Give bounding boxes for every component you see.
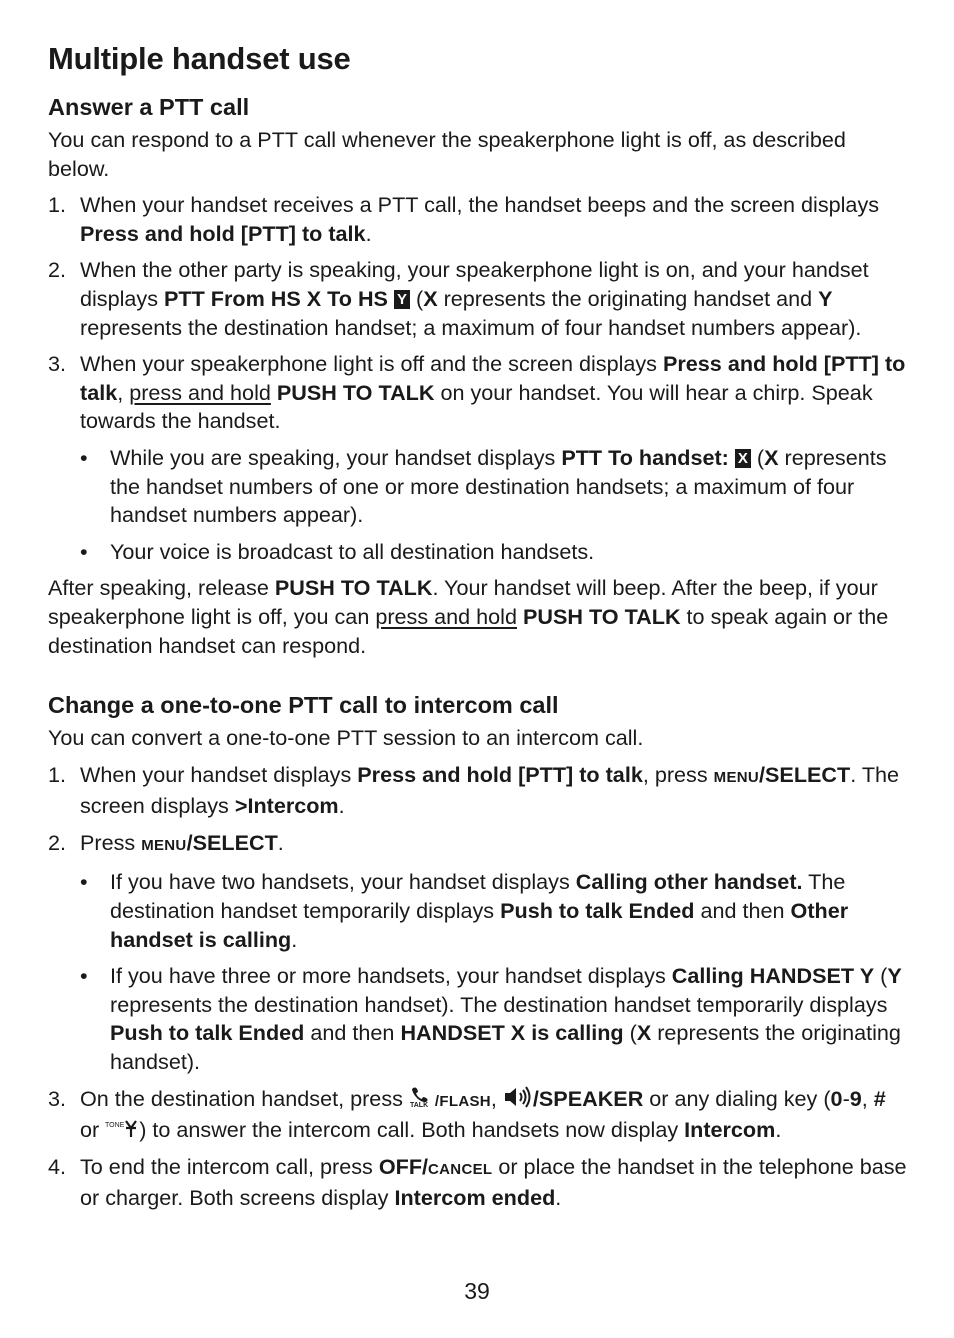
- bullet-item: • If you have two handsets, your handset displays Calling other handset. The destination handset temporarily displays Push to talk Ended and then Other handset is calling.: [80, 869, 849, 952]
- step-number: 2.: [48, 829, 67, 855]
- step-3: 3. On the destination handset, press TALK /FLASH, /SPEAKER or any dialing key (0-9, # or TONE ) to answer the intercom call. Both handsets now display Intercom.: [48, 1085, 886, 1143]
- section-heading-change-to-intercom: Change a one-to-one PTT call to intercom call: [48, 692, 559, 719]
- bullet-dot: •: [80, 869, 88, 895]
- section1-intro: You can respond to a PTT call whenever the speakerphone light is off, as described below.: [48, 127, 846, 181]
- cancel-key-label: CANCEL: [428, 1160, 493, 1178]
- svg-text:TONE: TONE: [105, 1122, 125, 1130]
- step-number: 3.: [48, 1085, 67, 1111]
- step-4: 4. To end the intercom call, press OFF/CANCEL or place the handset in the telephone base or charger. Both screens display Intercom ended.: [48, 1153, 907, 1211]
- menu-key-label: MENU: [713, 768, 760, 786]
- flash-key-label: /FLASH: [434, 1092, 491, 1110]
- bullet-dot: •: [80, 538, 88, 564]
- menu-key-label: MENU: [141, 836, 187, 854]
- display-box-x: X: [735, 449, 751, 468]
- section2-intro: You can convert a one-to-one PTT session to an intercom call.: [48, 725, 644, 751]
- bullet-dot: •: [80, 444, 88, 470]
- svg-text:TALK: TALK: [409, 1101, 429, 1108]
- talk-phone-icon: [409, 1086, 435, 1108]
- after-speaking-paragraph: After speaking, release PUSH TO TALK. Your handset will beep. After the beep, if your speakerphone light is off, you can press and hold PUSH TO TALK to speak again or the destination handset can respond.: [48, 575, 889, 658]
- step-number: 4.: [48, 1153, 67, 1179]
- page-number: 39: [464, 1278, 490, 1304]
- section-heading-answer-ptt: Answer a PTT call: [48, 94, 250, 120]
- tone-star-icon: [105, 1117, 139, 1139]
- step-2-bullets: [80, 868, 908, 1076]
- intercom-steps: [48, 761, 908, 1213]
- bullet-item: • Your voice is broadcast to all destination handsets.: [80, 538, 908, 567]
- bullet-item: • If you have three or more handsets, your handset displays Calling HANDSET Y (Y represents the destination handset). The destination handset temporarily displays Push to talk Ended and then HANDSET X is calling (X represents the originating handset).: [80, 963, 902, 1075]
- bullet-dot: •: [80, 963, 88, 989]
- step-number: 1.: [48, 192, 67, 218]
- answer-ptt-steps: [48, 191, 908, 566]
- step-3-bullets: [80, 444, 908, 566]
- step-number: 2.: [48, 257, 67, 283]
- bullet-item: • While you are speaking, your handset displays PTT To handset: X (X represents the handset numbers of one or more destination handsets; a maximum of four handset numbers appear).: [80, 444, 887, 528]
- step-2: 2. Press MENU/SELECT. • If you have two handsets, your handset displays Calling other handset. The destination handset temporarily displays Push to talk Ended and then Other handset is calling. • If you have three or more handsets, your handset displays Calling HANDSET Y (Y represents the destination handset). The destination handset temporarily displays Push to talk Ended and then HANDSET X is calling (X represents the originating handset).: [48, 829, 908, 1077]
- display-box-y: Y: [394, 290, 410, 309]
- step-2: 2. When the other party is speaking, your speakerphone light is on, and your handset displays PTT From HS X To HS Y (X represents the originating handset and Y represents the destination handset; a maximum of four handset numbers appear).: [48, 257, 869, 340]
- step-1: 1. When your handset receives a PTT call, the handset beeps and the screen displays Press and hold [PTT] to talk.: [48, 192, 880, 246]
- step-1: 1. When your handset displays Press and hold [PTT] to talk, press MENU/SELECT. The screen displays >Intercom.: [48, 761, 900, 819]
- step-number: 1.: [48, 761, 67, 787]
- step-number: 3.: [48, 351, 67, 377]
- page-title: Multiple handset use: [48, 41, 351, 76]
- manual-page: [48, 36, 908, 1213]
- speaker-icon: [503, 1086, 533, 1108]
- step-3: 3. When your speakerphone light is off and the screen displays Press and hold [PTT] to talk, press and hold PUSH TO TALK on your handset. You will hear a chirp. Speak towards the handset. • While you are speaking, your handset displays PTT To handset: X (X represents the handset numbers of one or more destination handsets; a maximum of four handset numbers appear). • Your voice is broadcast to all destination handsets.: [48, 350, 908, 566]
